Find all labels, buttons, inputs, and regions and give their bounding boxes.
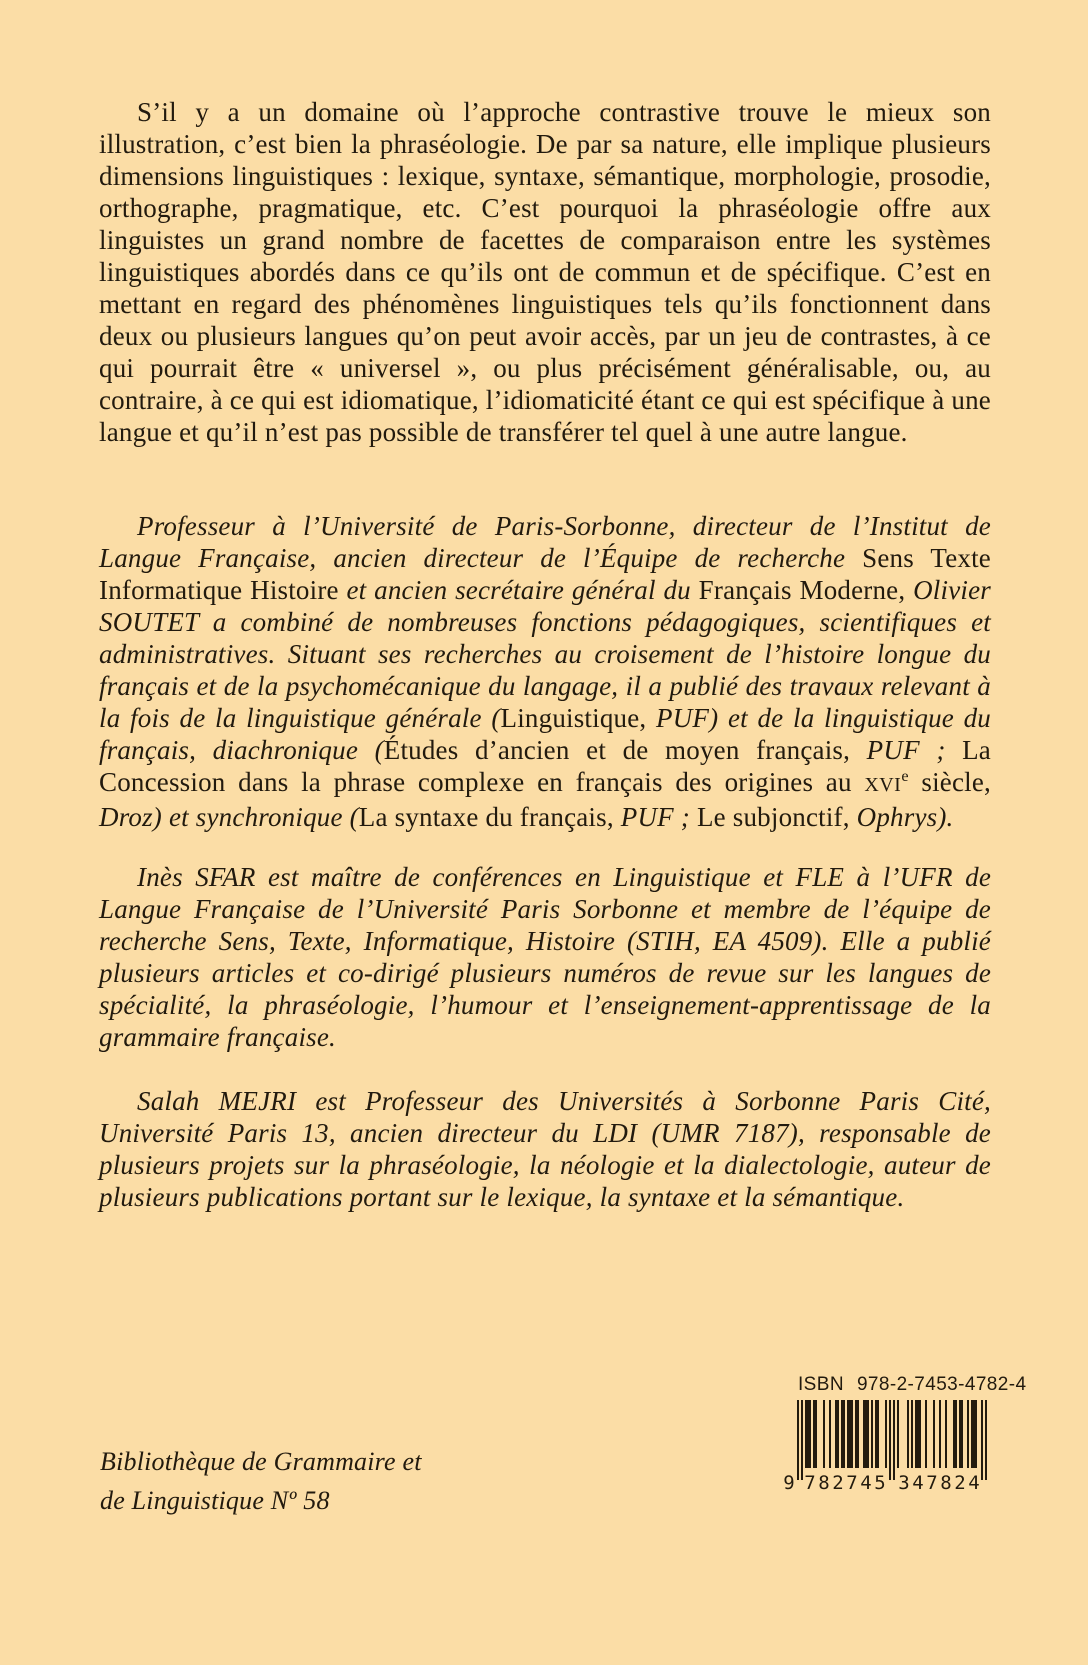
barcode-bar bbox=[953, 1400, 955, 1468]
text-segment: Ophrys). bbox=[856, 802, 954, 832]
barcode-digit: 4 bbox=[912, 1472, 924, 1492]
barcode-bar bbox=[841, 1400, 843, 1468]
barcode-digit: 2 bbox=[832, 1472, 844, 1492]
text-segment: et ancien secrétaire général du bbox=[346, 575, 699, 605]
barcode-bar bbox=[823, 1400, 825, 1468]
barcode-bar bbox=[835, 1400, 837, 1468]
barcode-bar bbox=[911, 1400, 913, 1468]
barcode-digit: 7 bbox=[846, 1472, 858, 1492]
text-segment: S’il y a un domaine où l’approche contrastive trouve le mieux son illustration, c’est bien la phraséologie. De par sa nature, elle implique plusieurs dimensions linguistiques : lexique, syntaxe, sémantique, morphologie, prosodie, orthographe, pragmatique, etc. C’est pourquoi la phraséologie offre aux linguistes un grand nombre de facettes de comparaison entre les systèmes linguistiques abordés dans ce qu’ils ont de commun et de spécifique. C’est en mettant en regard des phénomènes linguistiques tels qu’ils fonctionnent dans deux ou plusieurs langues qu’on peut avoir accès, par un jeu de contrastes, à ce qui pourrait être « universel », ou plus précisément généralisable, ou, au contraire, à ce qui est idiomatique, l’idiomaticité étant ce qui est spécifique à une langue et qu’il n’est pas possible de transférer tel quel à une autre langue. bbox=[99, 97, 991, 447]
barcode-bar bbox=[907, 1400, 909, 1468]
barcode-bar bbox=[805, 1400, 807, 1468]
text-segment: PUF ; bbox=[866, 735, 963, 765]
barcode-bar bbox=[809, 1400, 811, 1468]
barcode-bar bbox=[871, 1400, 873, 1468]
isbn-number-line bbox=[781, 1374, 1027, 1396]
text-segment: Français Moderne, bbox=[698, 575, 914, 605]
barcode-bar bbox=[925, 1400, 927, 1468]
text-segment: Professeur à l’Université de Paris-Sorbonne, directeur de l’Institut de Langue Française, ancien directeur de l’Équipe de recherche bbox=[99, 511, 991, 573]
barcode-bar bbox=[837, 1400, 839, 1468]
barcode-bar bbox=[815, 1400, 817, 1468]
barcode-bar bbox=[967, 1400, 969, 1468]
barcode-bar bbox=[893, 1400, 895, 1480]
barcode-bar bbox=[863, 1400, 865, 1468]
text-segment: La syntaxe du français, bbox=[358, 802, 621, 832]
synopsis-paragraph bbox=[99, 96, 991, 448]
text-segment: Salah MEJRI est Professeur des Universités à Sorbonne Paris Cité, Université Paris 13, ancien directeur du LDI (UMR 7187), responsable de plusieurs projets sur la phraséologie, la néologie et la dialectologie, auteur de plusieurs publications portant sur le lexique, la syntaxe et la sémantique. bbox=[99, 1086, 991, 1212]
barcode-bar bbox=[955, 1400, 957, 1468]
text-segment: Inès SFAR est maître de conférences en Linguistique et FLE à l’UFR de Langue Française de l’Université Paris Sorbonne et membre de l’équipe de recherche Sens, Texte, Informatique, Histoire (STIH, EA 4509). Elle a publié plusieurs articles et co-dirigé plusieurs numéros de revue sur les langues de spécialité, la phraséologie, l’humour et l’enseignement-apprentissage de la grammaire française. bbox=[99, 862, 991, 1052]
text-segment: siècle, bbox=[908, 767, 991, 797]
barcode-digit: 8 bbox=[818, 1472, 830, 1492]
barcode-digit: 3 bbox=[898, 1472, 910, 1492]
barcode-bar bbox=[807, 1400, 809, 1468]
barcode-bar bbox=[961, 1400, 963, 1468]
barcode-bar bbox=[865, 1400, 867, 1468]
isbn-block bbox=[781, 1374, 1027, 1492]
text-segment: PUF) et de la linguistique du français, diachronique ( bbox=[99, 703, 992, 765]
barcode-bar bbox=[801, 1400, 803, 1480]
series-title bbox=[100, 1442, 422, 1520]
text-segment: Olivier SOUTET a combiné de nombreuses fonctions pédagogiques, scientifiques et administratives. Situant ses recherches au croisement de l’histoire longue du français et de la psychomécanique du langage, il a publié des travaux relevant à la fois de la linguistique générale ( bbox=[99, 575, 991, 733]
barcode-bar bbox=[919, 1400, 921, 1468]
barcode-digit: 2 bbox=[954, 1472, 966, 1492]
barcode-bar bbox=[885, 1400, 887, 1468]
barcode-bar bbox=[875, 1400, 877, 1468]
barcode-bar bbox=[843, 1400, 845, 1468]
text-segment: PUF ; bbox=[620, 802, 697, 832]
barcode-bar bbox=[985, 1400, 987, 1480]
barcode-bar bbox=[915, 1400, 917, 1468]
barcode-bar bbox=[849, 1400, 851, 1468]
bio-olivier-soutet bbox=[99, 510, 991, 833]
barcode-bar bbox=[847, 1400, 849, 1468]
text-segment: La Concession dans la phrase complexe en français des origines au bbox=[99, 735, 991, 797]
barcode-bar bbox=[855, 1400, 857, 1468]
text-segment: Sens Texte Informatique Histoire bbox=[99, 543, 991, 605]
barcode-bar bbox=[867, 1400, 869, 1468]
barcode-bar bbox=[973, 1400, 975, 1468]
isbn-label: ISBN bbox=[798, 1374, 844, 1395]
barcode-digit: 8 bbox=[940, 1472, 952, 1492]
text-segment: Le subjonctif, bbox=[696, 802, 857, 832]
back-cover-text bbox=[99, 96, 991, 1213]
ean13-barcode bbox=[781, 1400, 987, 1492]
barcode-bar bbox=[933, 1400, 935, 1468]
barcode-bar bbox=[877, 1400, 879, 1468]
barcode-digit: 7 bbox=[926, 1472, 938, 1492]
barcode-bar bbox=[813, 1400, 815, 1468]
barcode-bar bbox=[829, 1400, 831, 1468]
bio-ines-sfar bbox=[99, 861, 991, 1053]
text-segment: Linguistique, bbox=[500, 703, 657, 733]
bio-salah-mejri bbox=[99, 1085, 991, 1213]
barcode-bar bbox=[857, 1400, 859, 1468]
barcode-bar bbox=[975, 1400, 977, 1468]
text-segment: Études d’ancien et de moyen français, bbox=[383, 735, 867, 765]
barcode-digit: 4 bbox=[968, 1472, 980, 1492]
barcode-bar bbox=[851, 1400, 853, 1468]
series-title-line1: Bibliothèque de Grammaire et bbox=[100, 1447, 422, 1476]
text-segment: XVI bbox=[864, 774, 902, 796]
barcode-bar bbox=[889, 1400, 891, 1480]
text-segment: Droz) et synchronique ( bbox=[99, 802, 359, 832]
barcode-digit: 4 bbox=[860, 1472, 872, 1492]
barcode-bar bbox=[897, 1400, 899, 1468]
barcode-bar bbox=[971, 1400, 973, 1468]
barcode-digit: 7 bbox=[804, 1472, 816, 1492]
series-title-line2: de Linguistique Nº 58 bbox=[100, 1486, 330, 1515]
barcode-bar bbox=[945, 1400, 947, 1468]
barcode-digit: 5 bbox=[874, 1472, 886, 1492]
barcode-bar bbox=[939, 1400, 941, 1468]
barcode-bar bbox=[797, 1400, 799, 1480]
barcode-bar bbox=[981, 1400, 983, 1480]
barcode-digit: 9 bbox=[783, 1472, 795, 1492]
text-segment: e bbox=[901, 767, 909, 785]
barcode-bar bbox=[917, 1400, 919, 1468]
barcode-bar bbox=[959, 1400, 961, 1468]
isbn-number: 978-2-7453-4782-4 bbox=[856, 1374, 1027, 1395]
